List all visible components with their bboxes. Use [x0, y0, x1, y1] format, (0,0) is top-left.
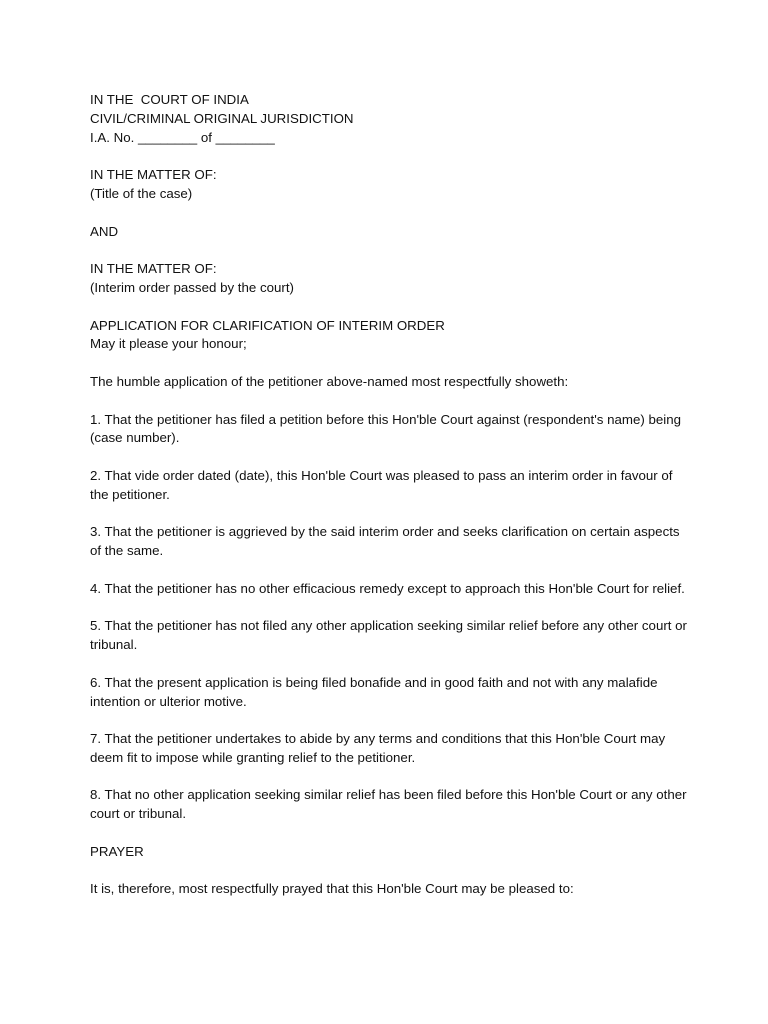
paragraph-4: 4. That the petitioner has no other efficacious remedy except to approach this Hon'ble Court for relief.: [90, 580, 685, 596]
matter-label-1: IN THE MATTER OF:: [90, 167, 217, 183]
prayer-text: It is, therefore, most respectfully prayed that this Hon'ble Court may be pleased to:: [90, 881, 574, 897]
prayer-heading: PRAYER: [90, 843, 144, 859]
ia-number-line: I.A. No. ________ of ________: [90, 129, 275, 145]
intro-paragraph: The humble application of the petitioner above-named most respectfully showeth:: [90, 373, 569, 389]
application-title: APPLICATION FOR CLARIFICATION OF INTERIM ORDER: [90, 317, 445, 333]
document-page: [90, 91, 690, 899]
matter-detail-2: (Interim order passed by the court): [90, 279, 294, 295]
jurisdiction-heading: CIVIL/CRIMINAL ORIGINAL JURISDICTION: [90, 110, 354, 126]
paragraph-7: 7. That the petitioner undertakes to abide by any terms and conditions that this Hon'ble Court may deem fit to impose while granting relief to the petitioner.: [90, 731, 666, 765]
matter-label-2: IN THE MATTER OF:: [90, 261, 217, 277]
paragraph-1: 1. That the petitioner has filed a petition before this Hon'ble Court against (respondent's name) being (case number).: [90, 411, 681, 446]
paragraph-2: 2. That vide order dated (date), this Hon'ble Court was pleased to pass an interim order in favour of the petitioner.: [90, 467, 673, 502]
court-heading: IN THE COURT OF INDIA: [90, 92, 249, 107]
paragraph-5: 5. That the petitioner has not filed any other application seeking similar relief before any other court or tribunal.: [90, 618, 687, 653]
and-label: AND: [90, 223, 119, 239]
salutation: May it please your honour;: [90, 336, 247, 352]
paragraph-6: 6. That the present application is being filed bonafide and in good faith and not with any malafide intention or ulterior motive.: [90, 674, 658, 709]
matter-detail-1: (Title of the case): [90, 185, 193, 201]
paragraph-8: 8. That no other application seeking similar relief has been filed before this Hon'ble Court or any other court or tribunal.: [90, 787, 687, 822]
paragraph-3: 3. That the petitioner is aggrieved by the said interim order and seeks clarification on certain aspects of the same.: [90, 524, 680, 559]
